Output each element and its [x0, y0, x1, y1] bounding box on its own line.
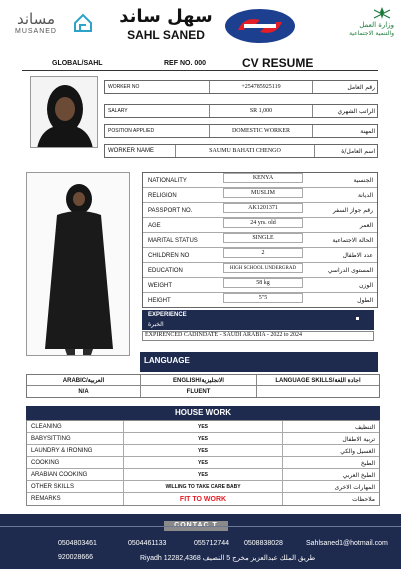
top-info-label: SALARY [108, 108, 128, 114]
house-work-ar: المهارات الاخرى [334, 483, 375, 491]
detail-row [143, 263, 377, 278]
detail-label: CHILDREN NO [148, 252, 190, 259]
detail-row [143, 248, 377, 263]
language-value-arabic: N/A [27, 386, 141, 397]
house-work-row [27, 457, 379, 469]
contact-phone-2: 0504461133 [128, 540, 167, 547]
detail-value: 2 [223, 248, 303, 258]
detail-ar: عدد الاطفال [342, 252, 373, 259]
detail-value: HIGH SCHOOL UNDERGRAD [223, 263, 303, 273]
brand-en: SAHL SANED [127, 28, 205, 42]
detail-ar: رقم جواز السفر [332, 207, 373, 214]
house-work-row [27, 445, 379, 457]
detail-label: NATIONALITY [148, 177, 187, 184]
top-info-row [104, 124, 378, 138]
language-table [26, 374, 380, 398]
house-work-ar: الطبخ [360, 459, 375, 467]
detail-row [143, 278, 377, 293]
contact-phone-5: 920028666 [58, 554, 94, 561]
language-header [140, 352, 378, 372]
ministry-line2: والتنمية الاجتماعية [349, 30, 394, 37]
contact-phone-3: 055712744 [194, 540, 230, 547]
detail-ar: الديانة [357, 192, 373, 199]
house-work-label: CLEANING [31, 424, 62, 430]
detail-ar: الجنسية [353, 177, 373, 184]
detail-row [143, 218, 377, 233]
detail-label: PASSPORT NO. [148, 207, 193, 214]
worker-name-label: WORKER NAME [108, 148, 155, 154]
house-work-value: YES [123, 457, 283, 469]
house-work-ar: الطبخ العربي [342, 471, 375, 479]
detail-ar: العمر [359, 222, 373, 229]
top-info-value: +254785925119 [209, 81, 313, 93]
top-info-row [104, 80, 378, 94]
top-info-row [104, 104, 378, 118]
detail-ar: الطول [357, 297, 373, 304]
language-header-english: ENGLISH/الانجليزية [141, 375, 257, 386]
house-work-title: HOUSE WORK [175, 408, 231, 417]
house-work-value: YES [123, 433, 283, 445]
house-work-table [26, 420, 380, 506]
top-info-ar: رقم العامل [347, 83, 375, 91]
ref-no: REF NO. 000 [164, 60, 207, 67]
portrait-photo [30, 76, 98, 148]
house-work-value: YES [123, 421, 283, 433]
house-work-ar: تربية الاطفال [342, 435, 375, 443]
house-work-value: YES [123, 469, 283, 481]
detail-value: 58 kg [223, 278, 303, 288]
top-info-label: POSITION APPLIED [108, 128, 155, 134]
ref-left: GLOBAL/SAHL [52, 60, 103, 67]
house-work-row [27, 469, 379, 481]
experience-header [142, 310, 374, 330]
contact-email[interactable]: Sahlsaned1@hotmail.com [306, 540, 388, 547]
remarks-ar: ملاحظات [352, 495, 375, 503]
detail-row [143, 233, 377, 248]
brand-ar: سهل ساند [119, 6, 213, 27]
title-underline [22, 70, 378, 71]
house-work-value: YES [123, 445, 283, 457]
house-work-header [26, 406, 380, 420]
musaned-logo [10, 10, 62, 36]
experience-value: EXPIRENCED CADINDATE - SAUDI ARABIA - 2022 to 2024 [142, 331, 374, 341]
house-work-ar: التنظيف [354, 423, 375, 431]
language-value-skills [257, 386, 379, 397]
top-info-label: WORKER NO [108, 84, 140, 90]
house-work-row [27, 433, 379, 445]
musaned-ar-text: مساند [16, 10, 56, 28]
worker-name-row [104, 144, 378, 158]
sahl-saned-logo-icon [224, 8, 296, 44]
remarks-label: REMARKS [31, 496, 61, 502]
detail-row [143, 173, 377, 188]
experience-label: EXPERIENCE [148, 312, 187, 318]
detail-label: AGE [148, 222, 161, 229]
detail-row [143, 203, 377, 218]
detail-row [143, 188, 377, 203]
detail-value: MUSLIM [223, 188, 303, 198]
house-work-label: LAUNDRY & IRONING [31, 448, 93, 454]
detail-ar: الحالة الاجتماعية [332, 237, 373, 244]
remarks-value: FIT TO WORK [123, 493, 283, 505]
top-info-value: SR 1,000 [209, 105, 313, 117]
contact-phone-1: 0504803461 [58, 540, 97, 547]
detail-value: 24 yrs. old [223, 218, 303, 228]
header [0, 0, 401, 50]
detail-row [143, 293, 377, 308]
ministry-emblem-icon [372, 6, 392, 20]
language-header-arabic: ARABIC/العربية [27, 375, 141, 386]
detail-value: 5"5 [223, 293, 303, 303]
detail-label: MARITAL STATUS [148, 237, 198, 244]
details-table [142, 172, 378, 308]
detail-ar: المستوى الدراسي [327, 267, 373, 274]
experience-dot [356, 317, 359, 320]
experience-ar: الخبرة [148, 321, 164, 328]
house-work-value: WILLING TO TAKE CARE BABY [123, 481, 283, 493]
house-work-label: OTHER SKILLS [31, 484, 75, 490]
detail-label: RELIGION [148, 192, 177, 199]
full-body-photo [26, 172, 130, 356]
contact-phone-4: 0508838028 [244, 540, 283, 547]
worker-name-value: SAUMU BAHATI CHENGO [175, 145, 315, 157]
footer [0, 514, 401, 569]
detail-value: SINGLE [223, 233, 303, 243]
musaned-icon [72, 12, 94, 34]
ministry-line1: وزارة العمل [359, 21, 394, 29]
house-work-row [27, 421, 379, 433]
contact-address: Riyadh 12282,4368 طريق الملك عبدالعزيز مخرج 5 النصيف [140, 555, 316, 562]
top-info-value: DOMESTIC WORKER [209, 125, 313, 137]
house-work-ar: الغسيل والكي [340, 447, 375, 455]
language-title: LANGUAGE [144, 356, 190, 365]
top-info-ar: الراتب الشهري [337, 107, 375, 115]
musaned-en-text: MUSANED [14, 28, 57, 35]
house-work-row [27, 481, 379, 493]
house-work-label: COOKING [31, 460, 60, 466]
detail-value: AK1201371 [223, 203, 303, 213]
footer-divider [0, 526, 401, 527]
house-work-label: BABYSITTING [31, 436, 71, 442]
worker-name-ar: اسم العامل/ة [341, 147, 375, 155]
language-header-skills: LANGUAGE SKILLS/اجادة اللغة [257, 375, 379, 386]
cv-title: CV RESUME [242, 56, 314, 70]
detail-label: EDUCATION [148, 267, 183, 274]
detail-label: WEIGHT [148, 282, 172, 289]
detail-label: HEIGHT [148, 297, 171, 304]
detail-ar: الوزن [359, 282, 373, 289]
top-info-ar: المهنة [360, 127, 375, 135]
ministry-logo [326, 6, 394, 42]
detail-value: KENYA [223, 173, 303, 183]
language-value-english: FLUENT [141, 386, 257, 397]
house-work-label: ARABIAN COOKING [31, 472, 88, 478]
remarks-row [27, 493, 379, 505]
